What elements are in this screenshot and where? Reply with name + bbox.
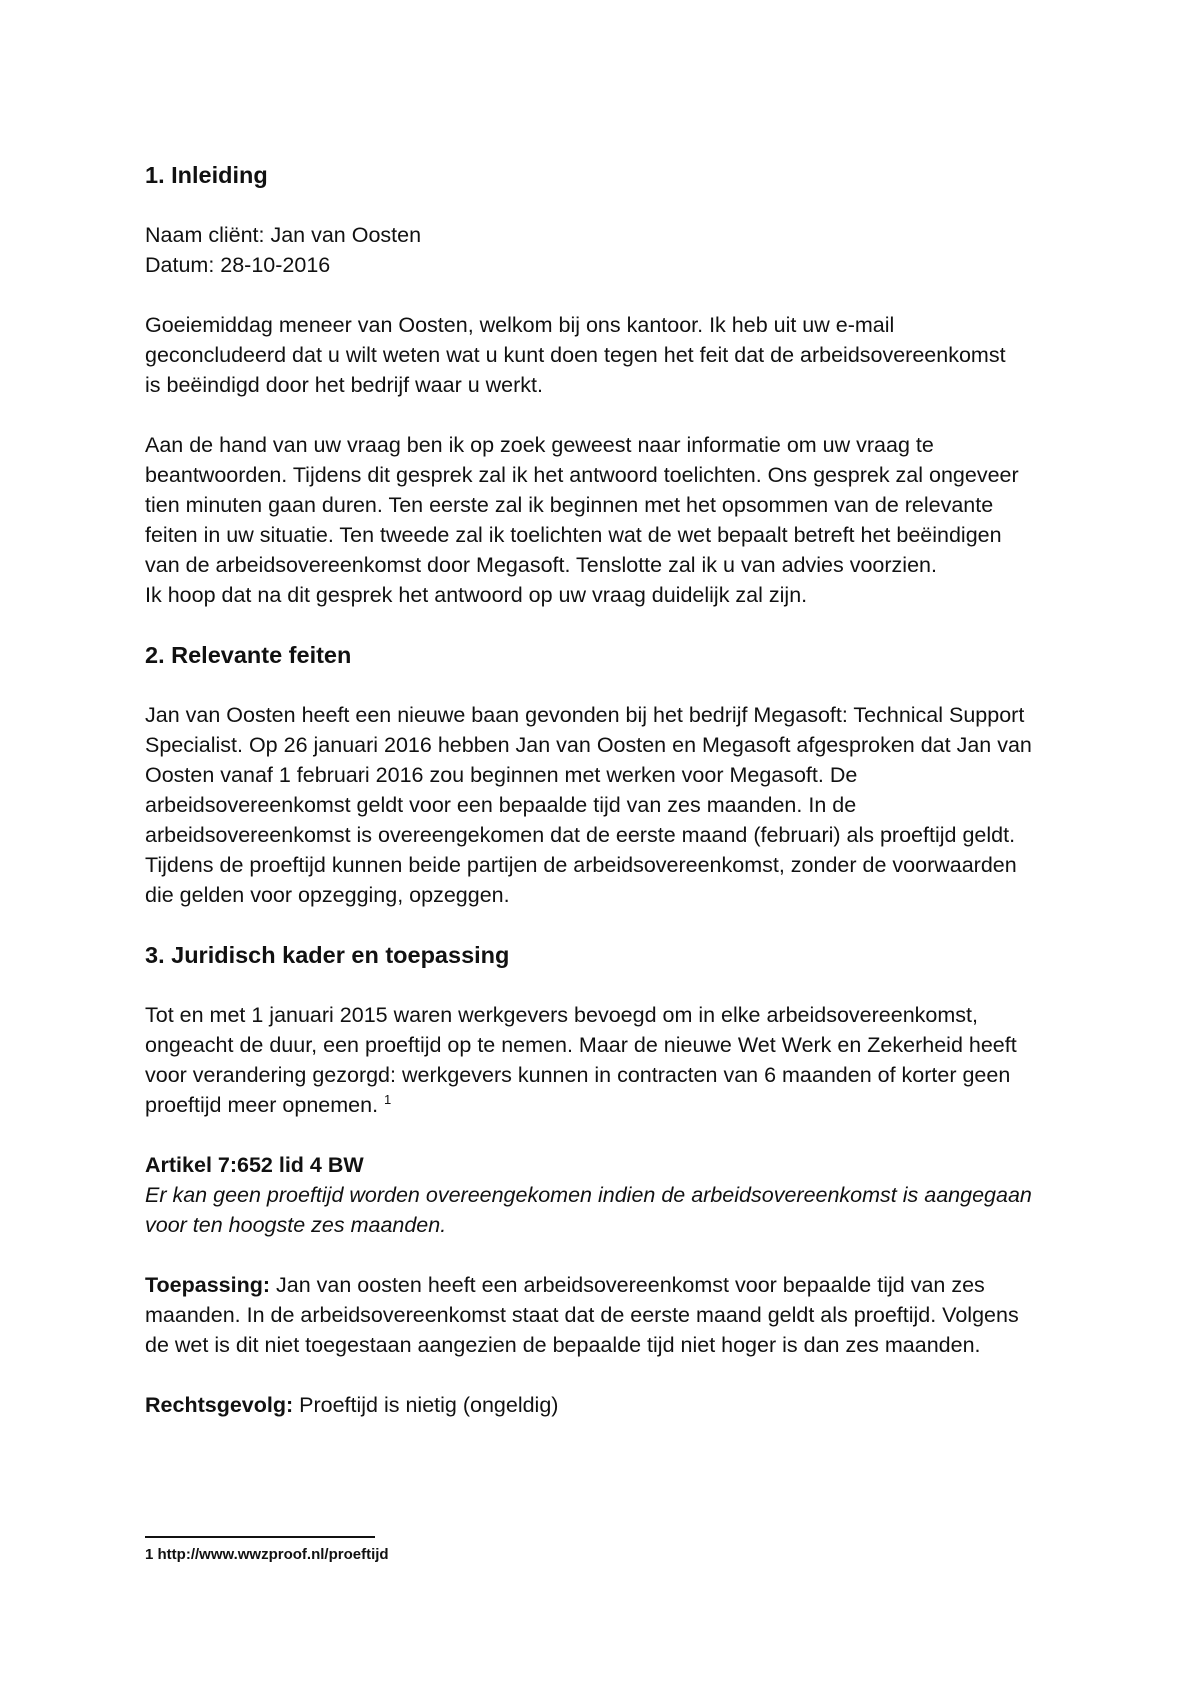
article-title: Artikel 7:652 lid 4 BW	[145, 1153, 364, 1177]
text-line: Ik hoop dat na dit gesprek het antwoord op uw vraag duidelijk zal zijn.	[145, 583, 808, 607]
text-line: die gelden voor opzegging, opzeggen.	[145, 883, 510, 907]
article-text-line: voor ten hoogste zes maanden.	[145, 1213, 447, 1237]
text-line: beantwoorden. Tijdens dit gesprek zal ik het antwoord toelichten. Ons gesprek zal ongeveer	[145, 463, 1019, 487]
footnote[interactable]: 1 http://www.wwzproof.nl/proeftijd	[145, 1546, 389, 1563]
date-line: Datum: 28-10-2016	[145, 253, 331, 277]
legal-paragraph	[145, 1000, 1075, 1120]
application-first-line	[145, 1270, 1075, 1300]
facts-paragraph	[145, 700, 1075, 910]
text-line: Tot en met 1 januari 2015 waren werkgevers bevoegd om in elke arbeidsovereenkomst,	[145, 1003, 978, 1027]
article-block	[145, 1150, 1075, 1240]
client-info	[145, 220, 1075, 280]
text-line: maanden. In de arbeidsovereenkomst staat dat de eerste maand geldt als proeftijd. Volgens	[145, 1303, 1019, 1327]
client-name-line: Naam cliënt: Jan van Oosten	[145, 223, 422, 247]
text-line: arbeidsovereenkomst geldt voor een bepaalde tijd van zes maanden. In de	[145, 793, 857, 817]
text-line: Oosten vanaf 1 februari 2016 zou beginnen met werken voor Megasoft. De	[145, 763, 858, 787]
text-line: feiten in uw situatie. Ten tweede zal ik toelichten wat de wet bepaalt betreft het beëindigen	[145, 523, 1002, 547]
text-line: arbeidsovereenkomst is overeengekomen dat de eerste maand (februari) als proeftijd geldt.	[145, 823, 1016, 847]
text-line: proeftijd meer opnemen.	[145, 1093, 379, 1117]
article-text-line: Er kan geen proeftijd worden overeengekomen indien de arbeidsovereenkomst is aangegaan	[145, 1183, 1032, 1207]
section-heading-inleiding: 1. Inleiding	[145, 162, 268, 188]
text-line: Jan van oosten heeft een arbeidsovereenkomst voor bepaalde tijd van zes	[270, 1273, 985, 1297]
text-line: geconcludeerd dat u wilt weten wat u kunt doen tegen het feit dat de arbeidsovereenkomst	[145, 343, 1006, 367]
text-line: Tijdens de proeftijd kunnen beide partijen de arbeidsovereenkomst, zonder de voorwaarden	[145, 853, 1017, 877]
text-line: is beëindigd door het bedrijf waar u werkt.	[145, 373, 543, 397]
consequence-text: Proeftijd is nietig (ongeldig)	[293, 1393, 559, 1417]
intro-paragraph-1	[145, 310, 1075, 400]
intro-paragraph-2	[145, 430, 1075, 610]
text-line: van de arbeidsovereenkomst door Megasoft. Tenslotte zal ik u van advies voorzien.	[145, 553, 937, 577]
text-line: ongeacht de duur, een proeftijd op te nemen. Maar de nieuwe Wet Werk en Zekerheid heeft	[145, 1033, 1017, 1057]
text-line-with-footnote	[145, 1090, 1075, 1120]
text-line: Goeiemiddag meneer van Oosten, welkom bij ons kantoor. Ik heb uit uw e-mail	[145, 313, 895, 337]
consequence-label: Rechtsgevolg:	[145, 1393, 294, 1417]
document-body	[145, 160, 1075, 1450]
consequence-block	[145, 1390, 1075, 1420]
section-heading-juridisch-kader: 3. Juridisch kader en toepassing	[145, 942, 510, 968]
text-line: tien minuten gaan duren. Ten eerste zal ik beginnen met het opsommen van de relevante	[145, 493, 994, 517]
text-line: Aan de hand van uw vraag ben ik op zoek geweest naar informatie om uw vraag te	[145, 433, 934, 457]
application-block	[145, 1270, 1075, 1360]
text-line: Specialist. Op 26 januari 2016 hebben Jan van Oosten en Megasoft afgesproken dat Jan van	[145, 733, 1032, 757]
text-line: Jan van Oosten heeft een nieuwe baan gevonden bij het bedrijf Megasoft: Technical Support	[145, 703, 1025, 727]
text-line: voor verandering gezorgd: werkgevers kunnen in contracten van 6 maanden of korter geen	[145, 1063, 1011, 1087]
footnote-reference[interactable]: 1	[384, 1091, 392, 1107]
application-label: Toepassing:	[145, 1273, 271, 1297]
footnote-separator	[145, 1536, 375, 1538]
text-line: de wet is dit niet toegestaan aangezien de bepaalde tijd niet hoger is dan zes maanden.	[145, 1333, 981, 1357]
section-heading-relevante-feiten: 2. Relevante feiten	[145, 642, 352, 668]
